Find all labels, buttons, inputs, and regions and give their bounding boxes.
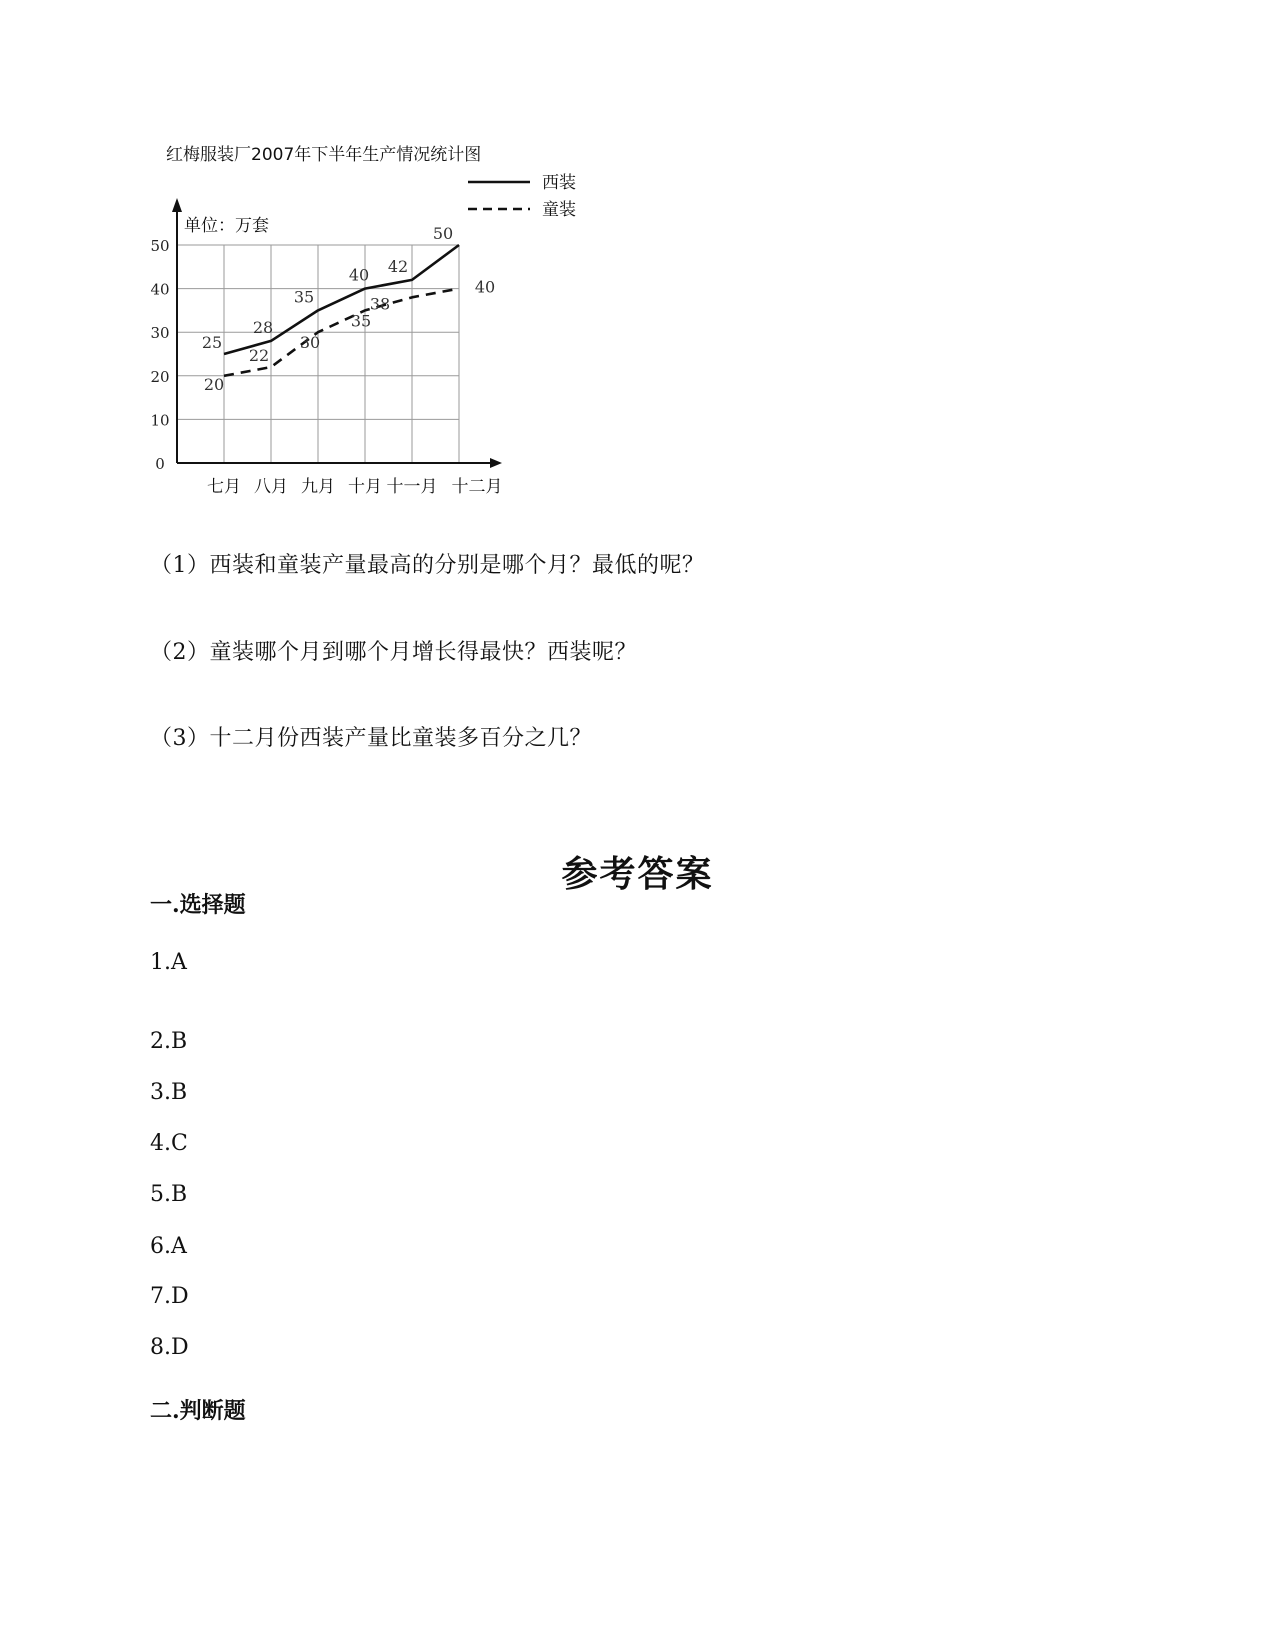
choice-answer-7: 7.D bbox=[150, 1284, 189, 1309]
choice-answer-5: 5.B bbox=[150, 1182, 188, 1207]
x-tick-label: 七月 bbox=[207, 477, 241, 497]
choice-answer-6: 6.A bbox=[150, 1234, 187, 1259]
data-label: 35 bbox=[293, 287, 315, 307]
x-tick-label: 十一月 bbox=[386, 477, 438, 497]
choice-answer-8: 8.D bbox=[150, 1335, 189, 1360]
y-tick-label: 10 bbox=[150, 411, 170, 430]
data-label: 40 bbox=[474, 277, 496, 297]
choice-answer-4: 4.C bbox=[150, 1131, 188, 1156]
x-tick-label: 九月 bbox=[301, 477, 335, 497]
data-label: 30 bbox=[299, 333, 321, 353]
legend-label: 西装 bbox=[542, 173, 576, 193]
question-2: （2）童装哪个月到哪个月增长得最快？西装呢？ bbox=[150, 640, 637, 665]
question-1: （1）西装和童装产量最高的分别是哪个月？最低的呢？ bbox=[150, 553, 705, 578]
y-tick-label: 0 bbox=[155, 455, 165, 473]
choice-section-heading: 一.选择题 bbox=[150, 892, 246, 918]
y-tick-label: 40 bbox=[150, 280, 170, 299]
x-tick-label: 十月 bbox=[348, 477, 382, 497]
choice-answer-3: 3.B bbox=[150, 1080, 188, 1105]
data-label: 22 bbox=[248, 346, 270, 366]
judge-section-heading: 二.判断题 bbox=[150, 1398, 246, 1424]
production-line-chart bbox=[140, 140, 620, 525]
data-label: 42 bbox=[387, 256, 409, 276]
choice-answer-1: 1.A bbox=[150, 950, 187, 975]
data-label: 38 bbox=[369, 294, 391, 314]
data-label: 35 bbox=[350, 311, 372, 331]
data-label: 25 bbox=[201, 333, 223, 352]
x-tick-label: 十二月 bbox=[451, 477, 503, 497]
data-label: 40 bbox=[348, 265, 370, 285]
data-label: 28 bbox=[252, 317, 274, 337]
data-label: 20 bbox=[203, 374, 225, 394]
question-3: （3）十二月份西装产量比童装多百分之几？ bbox=[150, 726, 592, 751]
chart-title: 红梅服装厂2007年下半年生产情况统计图 bbox=[166, 145, 482, 165]
x-axis-arrow bbox=[490, 458, 502, 468]
legend-label: 童装 bbox=[542, 200, 576, 220]
data-label: 50 bbox=[432, 224, 454, 243]
chart-svg bbox=[140, 140, 620, 525]
y-axis-arrow bbox=[172, 198, 182, 212]
series-line-suit bbox=[224, 245, 459, 354]
y-tick-label: 50 bbox=[150, 237, 170, 255]
answer-title: 参考答案 bbox=[561, 853, 714, 895]
x-tick-label: 八月 bbox=[254, 477, 288, 497]
y-tick-label: 30 bbox=[150, 324, 170, 343]
choice-answer-2: 2.B bbox=[150, 1029, 188, 1054]
unit-label: 单位：万套 bbox=[184, 216, 269, 236]
y-tick-label: 20 bbox=[150, 367, 170, 386]
